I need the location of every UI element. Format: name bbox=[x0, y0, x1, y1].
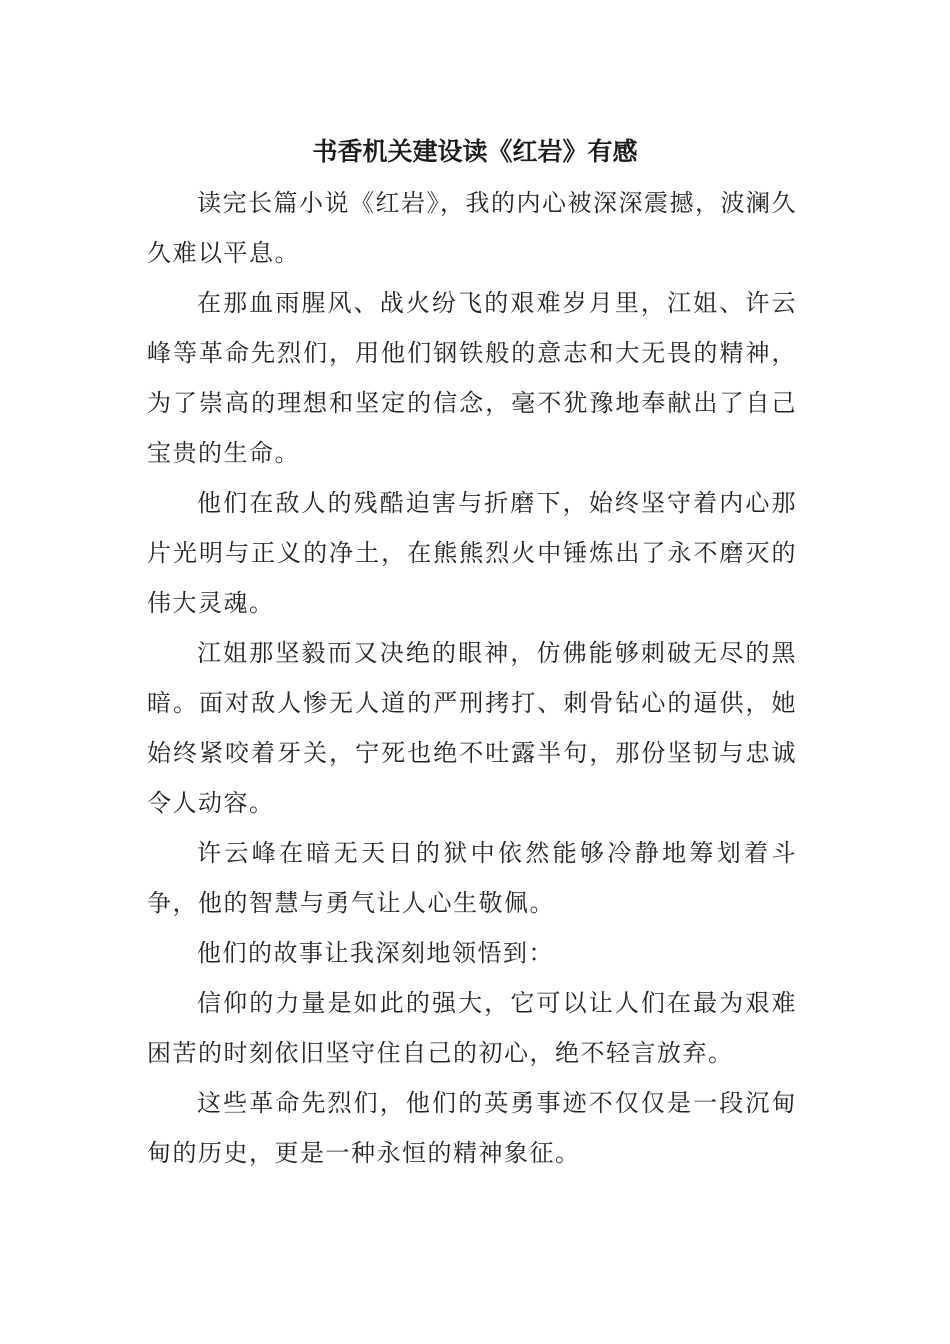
paragraph: 信仰的力量是如此的强大，它可以让人们在最为艰难困苦的时刻依旧坚守住自己的初心，绝不轻言放弃。 bbox=[147, 989, 797, 1067]
paragraph: 这些革命先烈们，他们的英勇事迹不仅仅是一段沉甸甸的历史，更是一种永恒的精神象征。 bbox=[147, 1089, 797, 1167]
paragraph: 江姐那坚毅而又决绝的眼神，仿佛能够刺破无尽的黑暗。面对敌人惨无人道的严刑拷打、刺骨钻心的逼供，她始终紧咬着牙关，宁死也绝不吐露半句，那份坚韧与忠诚令人动容。 bbox=[147, 639, 797, 817]
document-title: 书香机关建设读《红岩》有感 bbox=[312, 137, 638, 166]
paragraph: 读完长篇小说《红岩》，我的内心被深深震撼，波澜久久难以平息。 bbox=[147, 189, 797, 267]
paragraph: 他们在敌人的残酷迫害与折磨下，始终坚守着内心那片光明与正义的净土，在熊熊烈火中锤炼出了永不磨灭的伟大灵魂。 bbox=[147, 489, 797, 617]
paragraph: 他们的故事让我深刻地领悟到： bbox=[197, 939, 554, 967]
paragraph: 在那血雨腥风、战火纷飞的艰难岁月里，江姐、许云峰等革命先烈们，用他们钢铁般的意志和大无畏的精神，为了崇高的理想和坚定的信念，毫不犹豫地奉献出了自己宝贵的生命。 bbox=[147, 289, 797, 467]
document-body bbox=[147, 178, 797, 1178]
paragraph: 许云峰在暗无天日的狱中依然能够冷静地筹划着斗争，他的智慧与勇气让人心生敬佩。 bbox=[147, 839, 797, 917]
